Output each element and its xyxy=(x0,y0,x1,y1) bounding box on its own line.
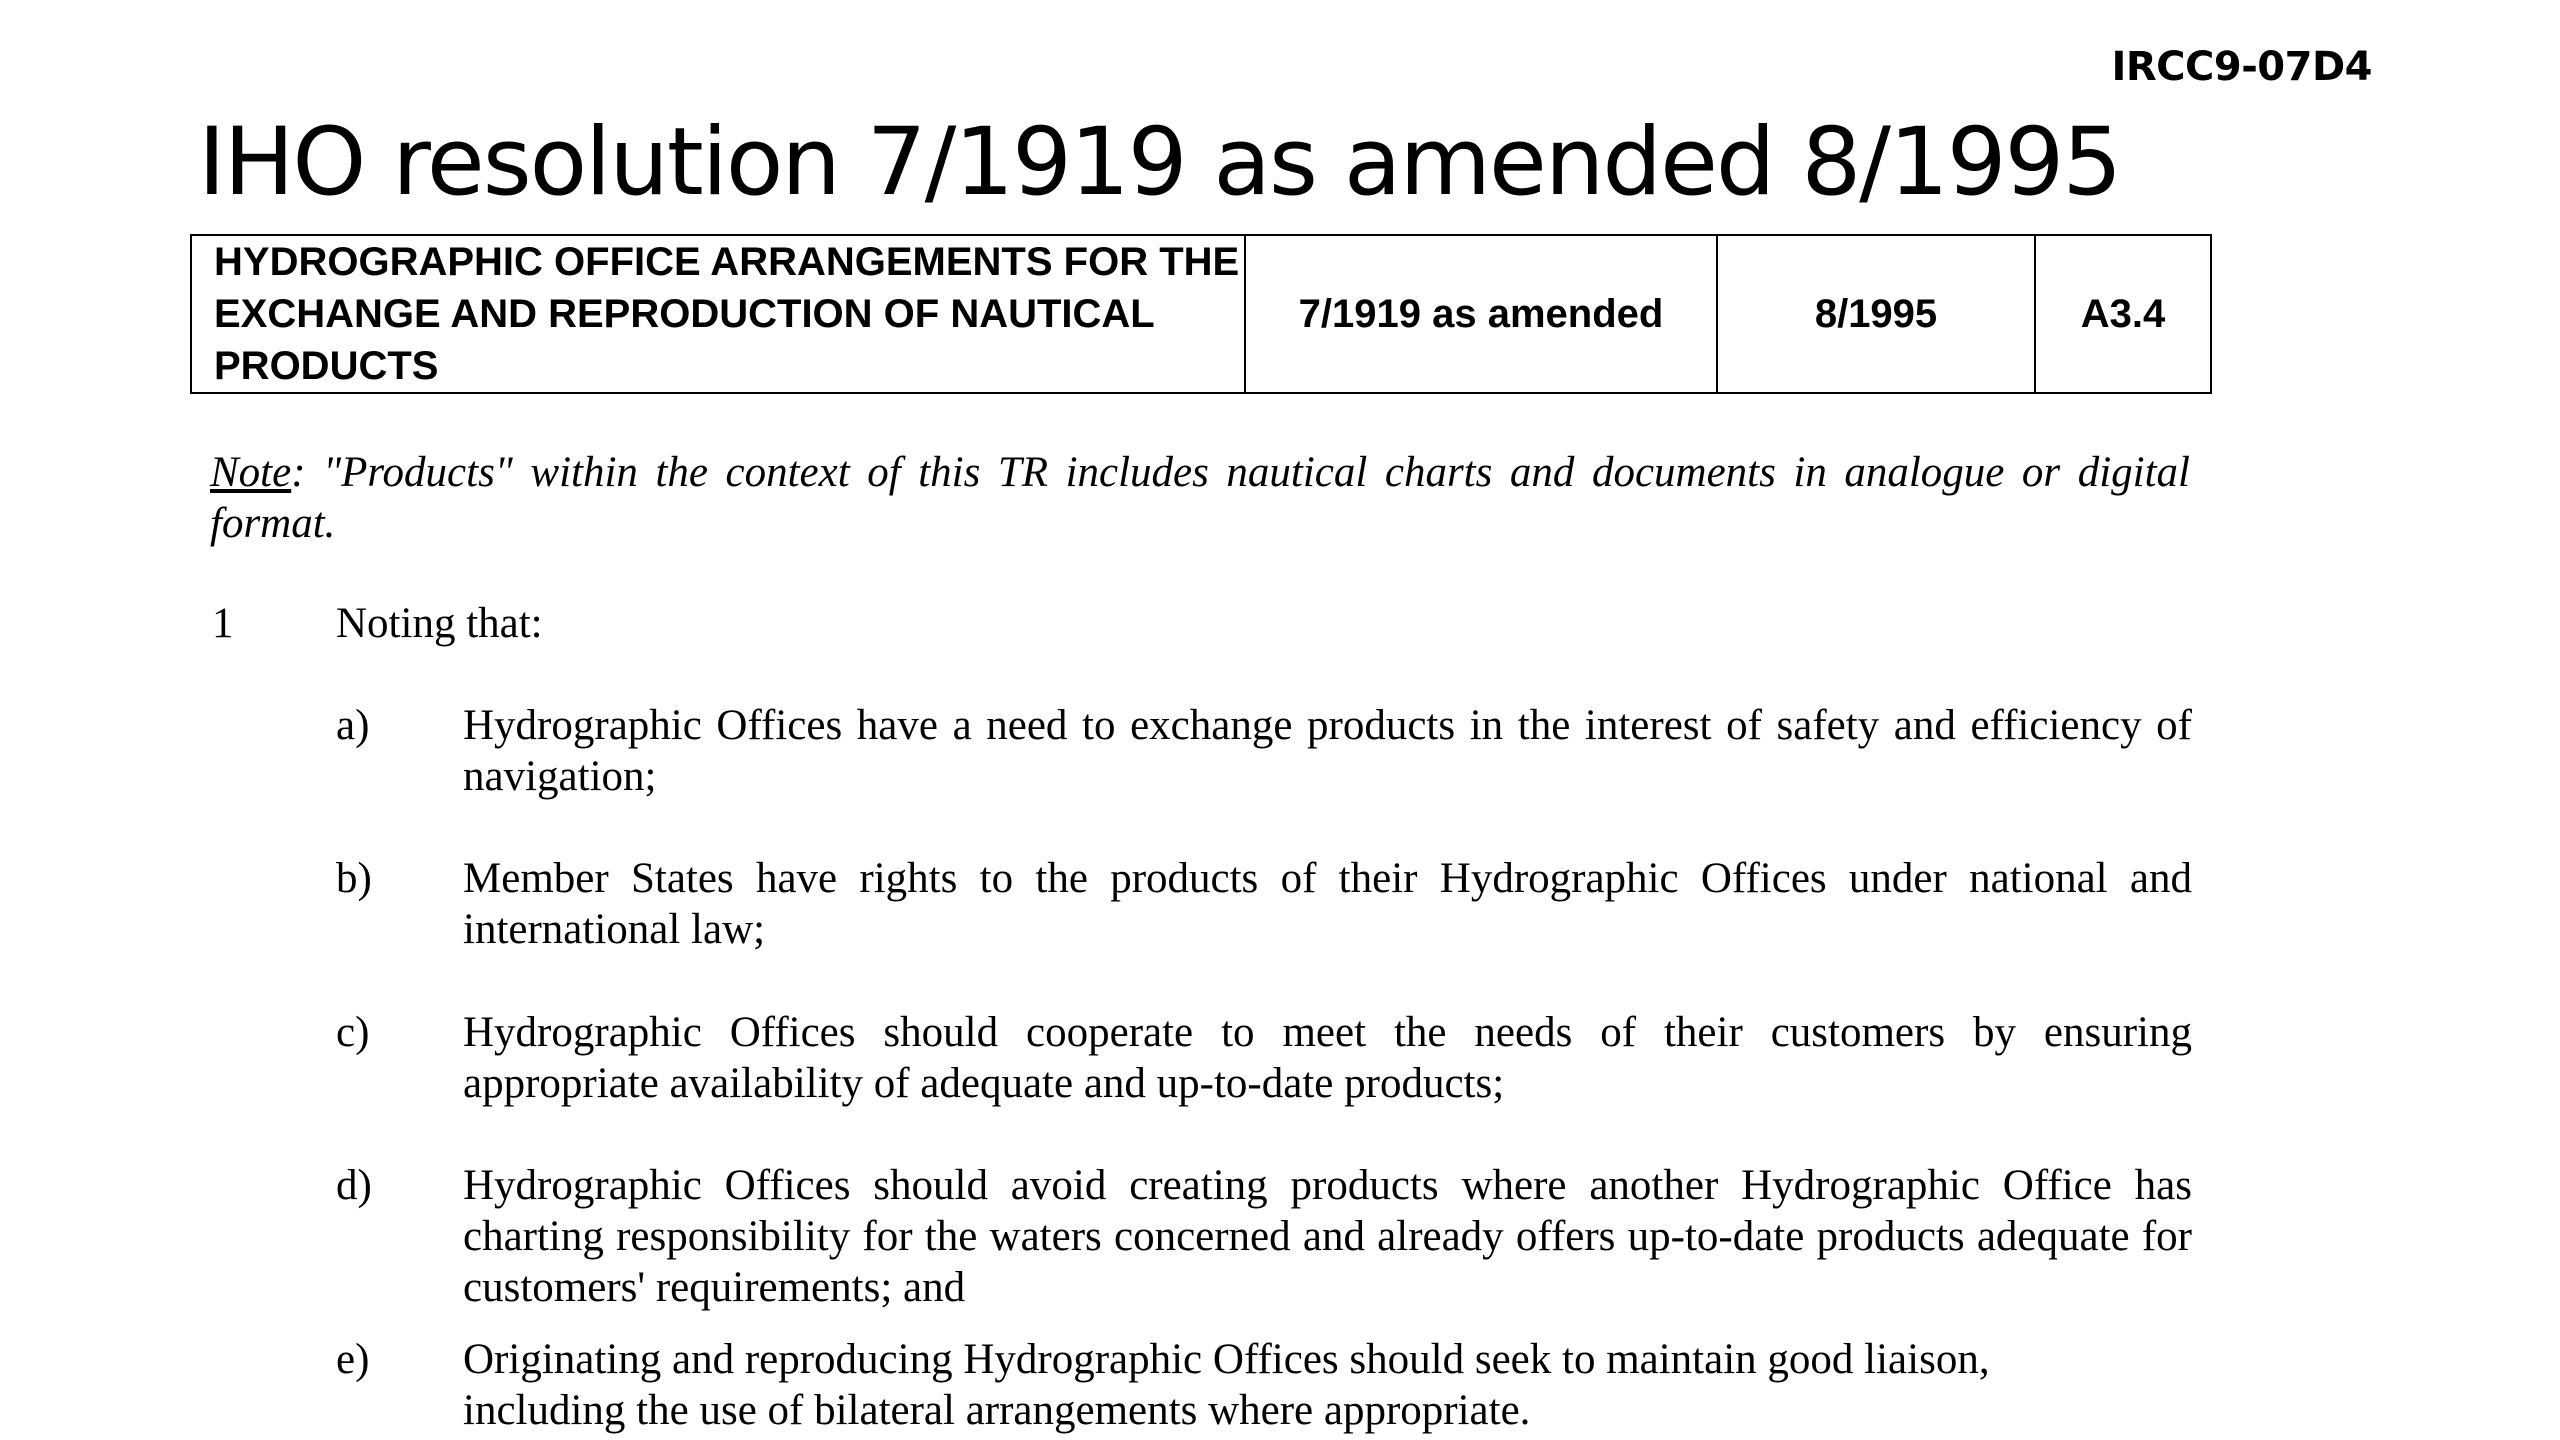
resolution-title-line: EXCHANGE AND REPRODUCTION OF NAUTICAL xyxy=(214,292,1155,336)
list-item-text: Originating and reproducing Hydrographic Offices should seek to maintain good liaison, including the use of bilateral arrangements where appropriate. xyxy=(463,1336,1990,1434)
document-id: IRCC9-07D4 xyxy=(2111,44,2372,90)
list-item-letter: e) xyxy=(336,1336,370,1383)
list-item-letter: b) xyxy=(336,855,372,902)
note-text: : "Products" within the context of this TR includes nautical charts and documents in analogue or digital format. xyxy=(210,449,2190,547)
reference-cell: A3.4 xyxy=(2035,235,2211,393)
list-item-text: Member States have rights to the products of their Hydrographic Offices under national and international law; xyxy=(463,855,2192,953)
list-item-letter: c) xyxy=(336,1009,370,1056)
paragraph-intro: Noting that: xyxy=(336,600,543,647)
list-item-text: Hydrographic Offices should cooperate to meet the needs of their customers by ensuring appropriate availability of adequate and up-to-date products; xyxy=(463,1009,2192,1107)
list-item-text: Hydrographic Offices have a need to exchange products in the interest of safety and efficiency of navigation; xyxy=(463,702,2192,800)
paragraph-number: 1 xyxy=(212,600,234,647)
resolution-number-cell: 7/1919 as amended xyxy=(1245,235,1717,393)
slide-title: IHO resolution 7/1919 as amended 8/1995 xyxy=(198,108,2121,217)
list-item-letter: a) xyxy=(336,702,370,749)
resolution-title-cell xyxy=(191,235,1245,393)
list-item-letter: d) xyxy=(336,1162,372,1209)
header-table-row xyxy=(191,235,2211,393)
note-label: Note xyxy=(210,449,292,496)
resolution-title-line: PRODUCTS xyxy=(214,344,439,388)
products-note xyxy=(210,447,2190,549)
amendment-date-cell: 8/1995 xyxy=(1717,235,2035,393)
resolution-header-table xyxy=(190,234,2212,394)
list-item-text: Hydrographic Offices should avoid creating products where another Hydrographic Office has charting responsibility for the waters concerned and already offers up-to-date products adequate for customers' requirements; and xyxy=(463,1162,2192,1311)
resolution-title-line: HYDROGRAPHIC OFFICE ARRANGEMENTS FOR THE xyxy=(214,240,1240,284)
